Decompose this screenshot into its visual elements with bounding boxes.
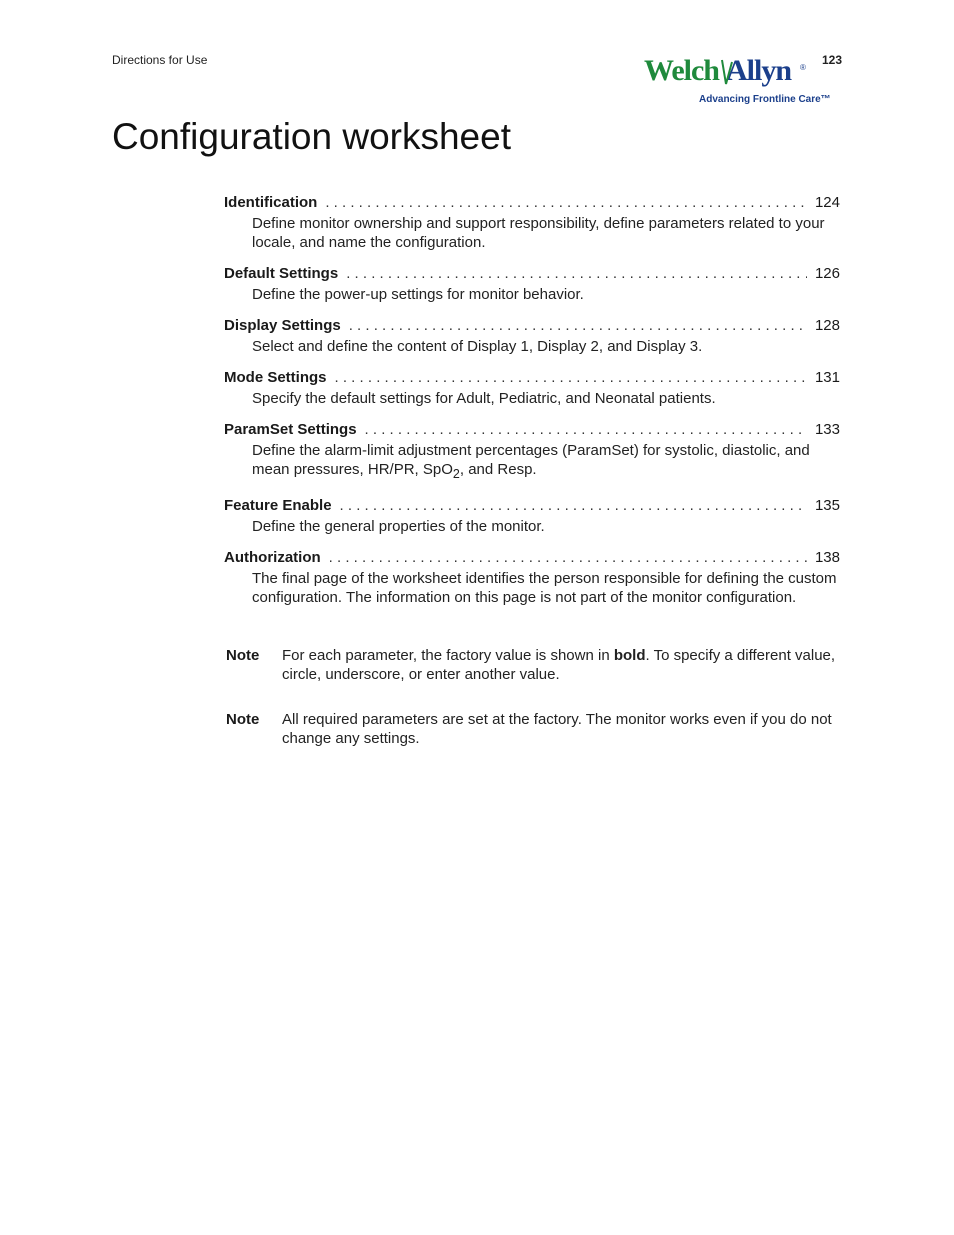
toc-description-text-end: , and Resp. xyxy=(459,461,537,478)
toc-description: The final page of the worksheet identifies the person responsible for defining the custom configuration. The information on this page is not part of the monitor configuration. xyxy=(252,570,837,606)
toc-description: Define monitor ownership and support responsibility, define parameters related to your locale, and name the configuration. xyxy=(252,215,825,251)
toc-leader-dots xyxy=(346,264,807,283)
toc-page-number[interactable]: 124 xyxy=(814,194,840,211)
toc-title[interactable]: Identification xyxy=(224,194,318,211)
toc-title[interactable]: ParamSet Settings xyxy=(224,421,357,438)
toc-entry-default-settings xyxy=(224,264,842,304)
toc-title[interactable]: Display Settings xyxy=(224,317,341,334)
running-header: Directions for Use xyxy=(112,53,208,67)
toc-leader-dots xyxy=(335,368,807,387)
toc-page-number[interactable]: 126 xyxy=(814,265,840,282)
note-text-end: . To specify a different value, circle, underscore, or enter another value. xyxy=(282,647,836,683)
toc-title[interactable]: Default Settings xyxy=(224,265,339,282)
subscript-2: 2 xyxy=(452,467,460,481)
toc-leader-dots xyxy=(329,548,807,567)
svg-text:Allyn: Allyn xyxy=(726,54,792,87)
table-of-contents xyxy=(224,193,842,619)
toc-entry-authorization xyxy=(224,548,842,607)
note-text: All required parameters are set at the factory. The monitor works even if you do not change any settings. xyxy=(282,711,832,747)
toc-page-number[interactable]: 128 xyxy=(814,317,840,334)
note-factory-value xyxy=(224,646,842,684)
note-text xyxy=(282,646,842,684)
toc-leader-dots xyxy=(349,316,807,335)
toc-title[interactable]: Mode Settings xyxy=(224,369,327,386)
toc-page-number[interactable]: 135 xyxy=(814,497,840,514)
notes-section xyxy=(224,646,842,774)
toc-description: Specify the default settings for Adult, Pediatric, and Neonatal patients. xyxy=(252,390,716,407)
toc-description xyxy=(252,441,842,484)
toc-page-number[interactable]: 131 xyxy=(814,369,840,386)
toc-entry-feature-enable xyxy=(224,496,842,536)
toc-leader-dots xyxy=(325,193,807,212)
toc-page-number[interactable]: 133 xyxy=(814,421,840,438)
toc-title[interactable]: Authorization xyxy=(224,549,321,566)
toc-entry-mode-settings xyxy=(224,368,842,408)
toc-title[interactable]: Feature Enable xyxy=(224,497,332,514)
page-number: 123 xyxy=(822,53,843,67)
toc-description: Define the power-up settings for monitor behavior. xyxy=(252,286,584,303)
toc-entry-identification xyxy=(224,193,842,252)
note-label: Note xyxy=(226,711,260,728)
toc-description: Define the general properties of the monitor. xyxy=(252,518,545,535)
toc-entry-display-settings xyxy=(224,316,842,356)
toc-leader-dots xyxy=(340,496,807,515)
toc-entry-paramset-settings xyxy=(224,420,842,484)
note-label: Note xyxy=(226,647,260,664)
note-required-parameters xyxy=(224,710,842,748)
toc-page-number[interactable]: 138 xyxy=(814,549,840,566)
svg-text:Welch: Welch xyxy=(644,54,719,87)
toc-leader-dots xyxy=(365,420,807,439)
note-text-start: For each parameter, the factory value is shown in xyxy=(282,647,614,664)
toc-description-text: Define the alarm-limit adjustment percentages (ParamSet) for systolic, diastolic, and mean pressures, HR/PR, SpO xyxy=(252,442,810,478)
logo-tagline: Advancing Frontline Care™ xyxy=(699,94,831,105)
toc-description: Select and define the content of Display 1, Display 2, and Display 3. xyxy=(252,338,703,355)
svg-text:®: ® xyxy=(800,63,806,72)
page-title: Configuration worksheet xyxy=(112,116,511,157)
note-bold-word: bold xyxy=(613,647,646,664)
